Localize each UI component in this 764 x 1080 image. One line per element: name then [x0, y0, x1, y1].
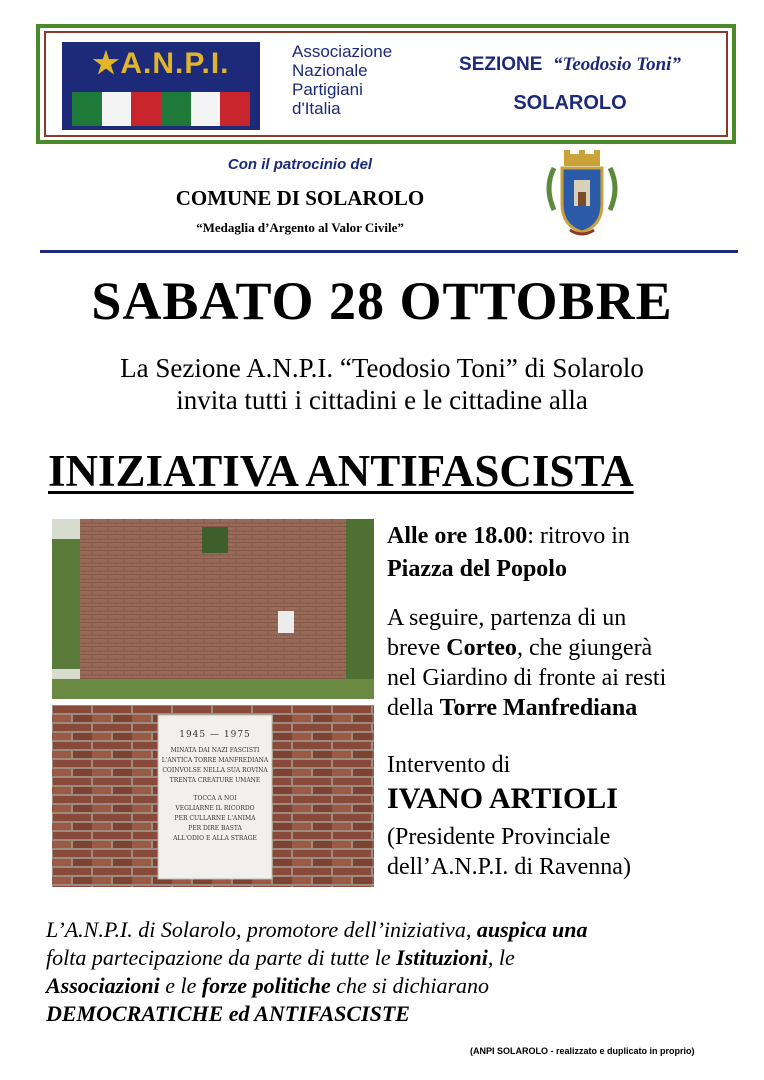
plaque-line: TOCCA A NOI	[193, 795, 237, 802]
anpi-logo-text: ★A.N.P.I.	[92, 47, 230, 80]
speaker-role	[387, 822, 631, 882]
program-line: della Torre Manfrediana	[387, 695, 638, 721]
closing-line: folta partecipazione da parte di tutte le Istituzioni, le	[46, 945, 515, 970]
anpi-logo	[62, 42, 260, 130]
program-line: A seguire, partenza di un	[387, 605, 627, 631]
section-prefix: SEZIONE	[459, 54, 543, 75]
patronage-intro: Con il patrocinio del	[227, 156, 373, 173]
assoc-line: Nazionale	[292, 61, 368, 80]
plaque-years: 1945 — 1975	[179, 730, 251, 740]
town-name: SOLAROLO	[513, 92, 627, 114]
program-time	[387, 521, 630, 551]
speaker-name: IVANO ARTIOLI	[387, 782, 618, 815]
association-name	[292, 42, 392, 118]
closing-line: L’A.N.P.I. di Solarolo, promotore dell’iniziativa, auspica una	[46, 917, 588, 942]
closing-line: DEMOCRATICHE ed ANTIFASCISTE	[46, 1001, 410, 1026]
municipal-crest-icon	[540, 148, 624, 240]
program-time-bold: Alle ore 18.00	[387, 523, 528, 549]
program-line: nel Giardino di fronte ai resti	[387, 665, 667, 691]
invitation-line: La Sezione A.N.P.I. “Teodosio Toni” di Solarolo	[120, 353, 644, 383]
plaque-line: PER CULLARNE L'ANIMA	[174, 815, 256, 822]
print-credit: (ANPI SOLAROLO - realizzato e duplicato in proprio)	[470, 1046, 695, 1056]
italian-flag-icon	[72, 92, 250, 126]
assoc-line: Associazione	[292, 42, 393, 61]
comune-name: COMUNE DI SOLAROLO	[175, 186, 425, 210]
medal-text: “Medaglia d’Argento al Valor Civile”	[196, 220, 404, 235]
plaque-line: COINVOLSE NELLA SUA ROVINA	[162, 767, 268, 774]
program-place: Piazza del Popolo	[387, 556, 567, 582]
speaker-intro: Intervento di	[387, 752, 511, 778]
plaque-text	[158, 730, 272, 844]
assoc-line: Partigiani	[292, 80, 363, 99]
event-title: INIZIATIVA ANTIFASCISTA	[48, 446, 634, 496]
program-line: breve Corteo, che giungerà	[387, 635, 653, 661]
plaque-line: TRENTA CREATURE UMANE	[169, 777, 261, 784]
plaque-line: L'ANTICA TORRE MANFREDIANA	[161, 757, 269, 764]
tower-name: Torre Manfrediana	[439, 695, 638, 721]
closing-paragraph	[46, 916, 736, 1028]
divider	[40, 250, 738, 253]
program-time-rest: : ritrovo in	[527, 523, 630, 549]
program-paragraph	[387, 603, 666, 723]
plaque-line: PER DIRE BASTA	[188, 825, 242, 832]
section-title	[420, 54, 720, 76]
tower-ruin-photo	[52, 519, 374, 699]
plaque-line: ALL'ODIO E ALLA STRAGE	[173, 835, 257, 842]
event-date: SABATO 28 OTTOBRE	[91, 271, 673, 331]
plaque-line: MINATA DAI NAZI FASCISTI	[170, 747, 260, 754]
corteo-word: Corteo	[446, 635, 517, 661]
speaker-role-line: dell’A.N.P.I. di Ravenna)	[387, 854, 631, 880]
invitation-line: invita tutti i cittadini e le cittadine alla	[176, 385, 588, 415]
section-name: “Teodosio Toni”	[553, 54, 681, 75]
closing-line: Associazioni e le forze politiche che si dichiarano	[46, 973, 490, 998]
assoc-line: d'Italia	[292, 99, 341, 118]
invitation-text	[0, 352, 764, 416]
speaker-role-line: (Presidente Provinciale	[387, 824, 611, 850]
plaque-line: VEGLIARNE IL RICORDO	[175, 805, 255, 812]
